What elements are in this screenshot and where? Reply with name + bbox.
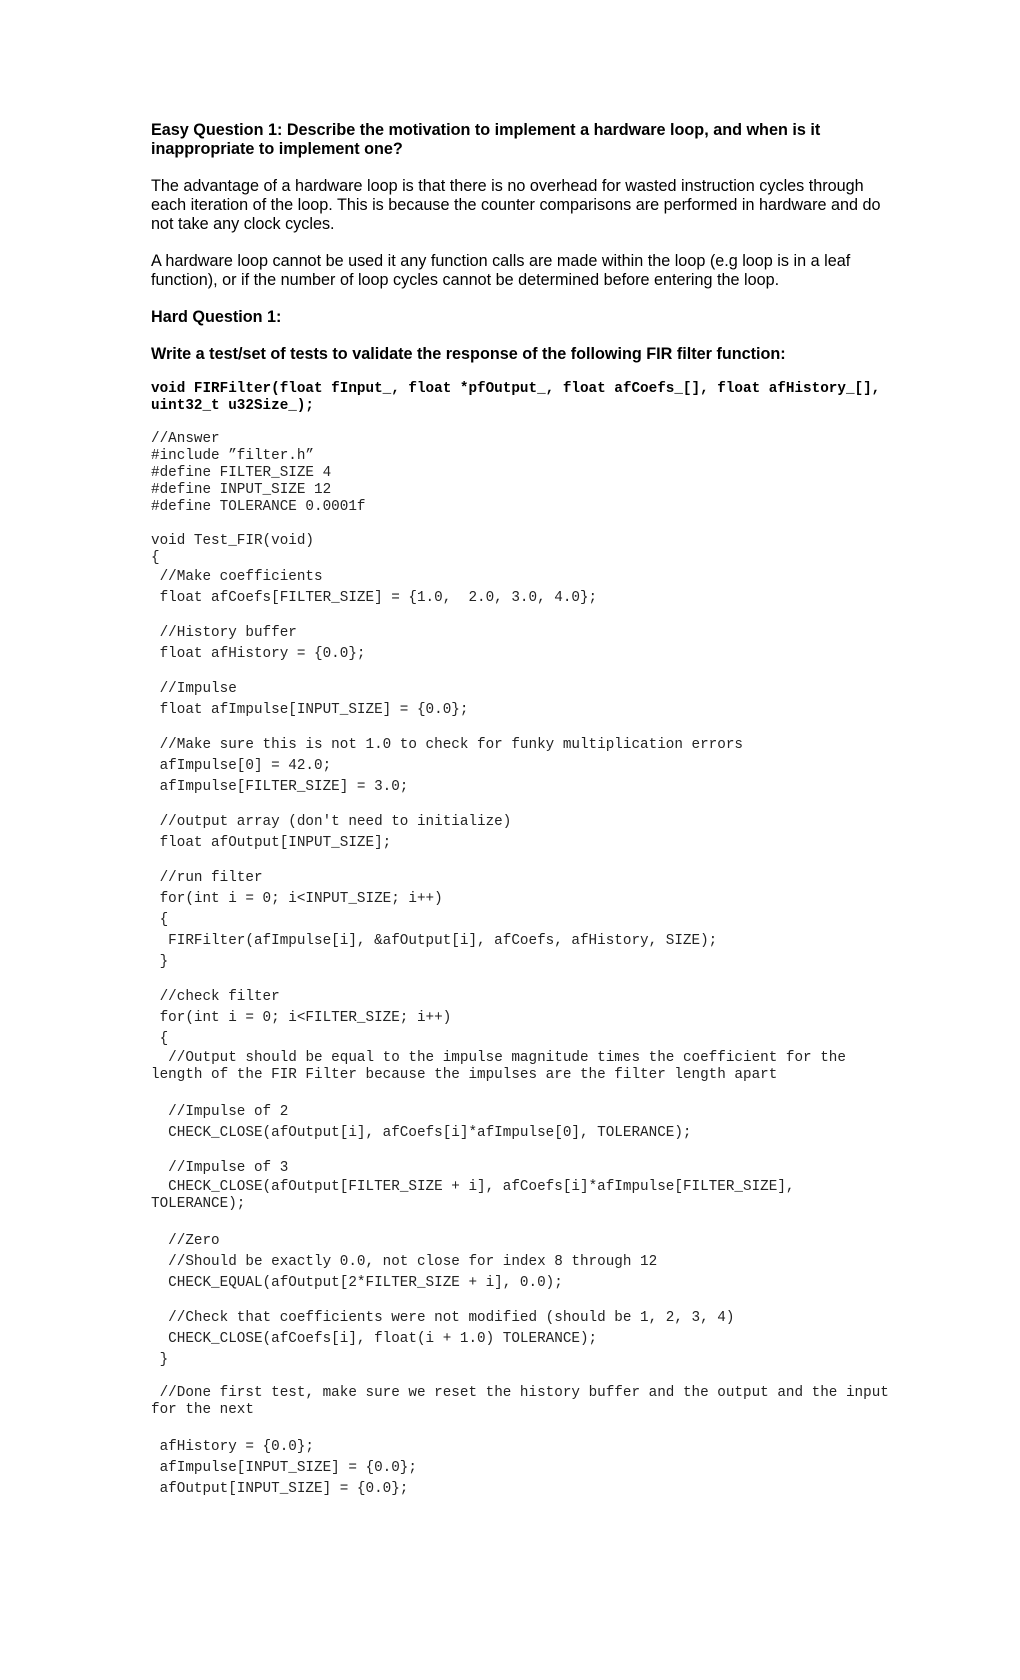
- code-history-buffer: [151, 623, 891, 665]
- code-line: //Make sure this is not 1.0 to check for funky multiplication errors: [151, 737, 743, 753]
- code-line: afOutput[INPUT_SIZE] = {0.0};: [151, 1481, 409, 1497]
- code-line: FIRFilter(afImpulse[i], &afOutput[i], afCoefs, afHistory, SIZE);: [151, 933, 718, 949]
- code-line: afImpulse[FILTER_SIZE] = 3.0;: [151, 779, 409, 795]
- easy-question-title: Easy Question 1: Describe the motivation to implement a hardware loop, and when is it inappropriate to implement one?: [151, 121, 821, 158]
- code-check-filter: [151, 987, 891, 1084]
- code-make-coefficients: [151, 567, 891, 609]
- code-line: CHECK_CLOSE(afOutput[FILTER_SIZE + i], afCoefs[i]*afImpulse[FILTER_SIZE], TOLERANCE);: [151, 1179, 804, 1212]
- code-function-open: [151, 533, 891, 567]
- code-line: afHistory = {0.0};: [151, 1439, 315, 1455]
- code-line: //Impulse: [151, 681, 237, 697]
- function-signature: void FIRFilter(float fInput_, float *pfOutput_, float afCoefs_[], float afHistory_[], uint32_t u32Size_);: [151, 381, 889, 414]
- code-funky: [151, 735, 891, 798]
- code-impulse: [151, 679, 891, 721]
- code-run-filter: [151, 868, 891, 973]
- code-line: //check filter: [151, 989, 280, 1005]
- code-line: //Answer: [151, 431, 220, 447]
- code-line: //output array (don't need to initialize): [151, 814, 512, 830]
- code-line: //Zero: [151, 1233, 220, 1249]
- code-coefficients-check: [151, 1308, 891, 1371]
- code-line: }: [151, 1352, 169, 1368]
- code-line: float afOutput[INPUT_SIZE];: [151, 835, 392, 851]
- code-done-comment: [151, 1385, 898, 1419]
- code-line: afImpulse[INPUT_SIZE] = {0.0};: [151, 1460, 417, 1476]
- code-line: CHECK_EQUAL(afOutput[2*FILTER_SIZE + i], 0.0);: [151, 1275, 563, 1291]
- hard-question-prompt: Write a test/set of tests to validate the response of the following FIR filter function:: [151, 345, 786, 363]
- code-impulse-of-2: [151, 1102, 891, 1144]
- code-line: //run filter: [151, 870, 263, 886]
- code-line: //Impulse of 3: [151, 1160, 289, 1176]
- code-line: //Check that coefficients were not modified (should be 1, 2, 3, 4): [151, 1310, 735, 1326]
- code-output-array: [151, 812, 891, 854]
- code-line: {: [151, 550, 160, 566]
- easy-answer-paragraph-1: The advantage of a hardware loop is that there is no overhead for wasted instruction cycles through each iteration of the loop. This is because the counter comparisons are performed in hardware and do not take any clock cycles.: [151, 177, 881, 233]
- code-line: //Output should be equal to the impulse magnitude times the coefficient for the length of the FIR Filter because the impulses are the filter length apart: [151, 1050, 855, 1083]
- code-line: CHECK_CLOSE(afCoefs[i], float(i + 1.0) TOLERANCE);: [151, 1331, 598, 1347]
- document-page: [151, 121, 898, 1500]
- code-line: float afCoefs[FILTER_SIZE] = {1.0, 2.0, 3.0, 4.0};: [151, 590, 598, 606]
- code-line: float afHistory = {0.0};: [151, 646, 366, 662]
- code-line: #define TOLERANCE 0.0001f: [151, 499, 366, 515]
- code-line: void Test_FIR(void): [151, 533, 315, 549]
- code-line: //History buffer: [151, 625, 297, 641]
- code-line: //Should be exactly 0.0, not close for index 8 through 12: [151, 1254, 658, 1270]
- hard-question-title: Hard Question 1:: [151, 308, 282, 326]
- code-line: for(int i = 0; i<INPUT_SIZE; i++): [151, 891, 443, 907]
- code-line: //Impulse of 2: [151, 1104, 289, 1120]
- easy-answer-paragraph-2: A hardware loop cannot be used it any function calls are made within the loop (e.g loop is in a leaf function), or if the number of loop cycles cannot be determined before entering the loop.: [151, 252, 851, 289]
- code-line: #include ”filter.h”: [151, 448, 315, 464]
- code-line: }: [151, 954, 169, 970]
- code-line: //Done first test, make sure we reset the history buffer and the output and the input for the next: [151, 1385, 898, 1418]
- code-line: #define FILTER_SIZE 4: [151, 465, 332, 481]
- code-line: {: [151, 1031, 169, 1047]
- code-zero: [151, 1231, 891, 1294]
- code-line: CHECK_CLOSE(afOutput[i], afCoefs[i]*afImpulse[0], TOLERANCE);: [151, 1125, 692, 1141]
- code-line: float afImpulse[INPUT_SIZE] = {0.0};: [151, 702, 469, 718]
- code-line: {: [151, 912, 169, 928]
- code-line: #define INPUT_SIZE 12: [151, 482, 332, 498]
- code-impulse-of-3: [151, 1158, 891, 1213]
- code-line: //Make coefficients: [151, 569, 323, 585]
- code-line: afImpulse[0] = 42.0;: [151, 758, 332, 774]
- code-reset: [151, 1437, 891, 1500]
- code-line: for(int i = 0; i<FILTER_SIZE; i++): [151, 1010, 452, 1026]
- code-header-block: [151, 431, 891, 516]
